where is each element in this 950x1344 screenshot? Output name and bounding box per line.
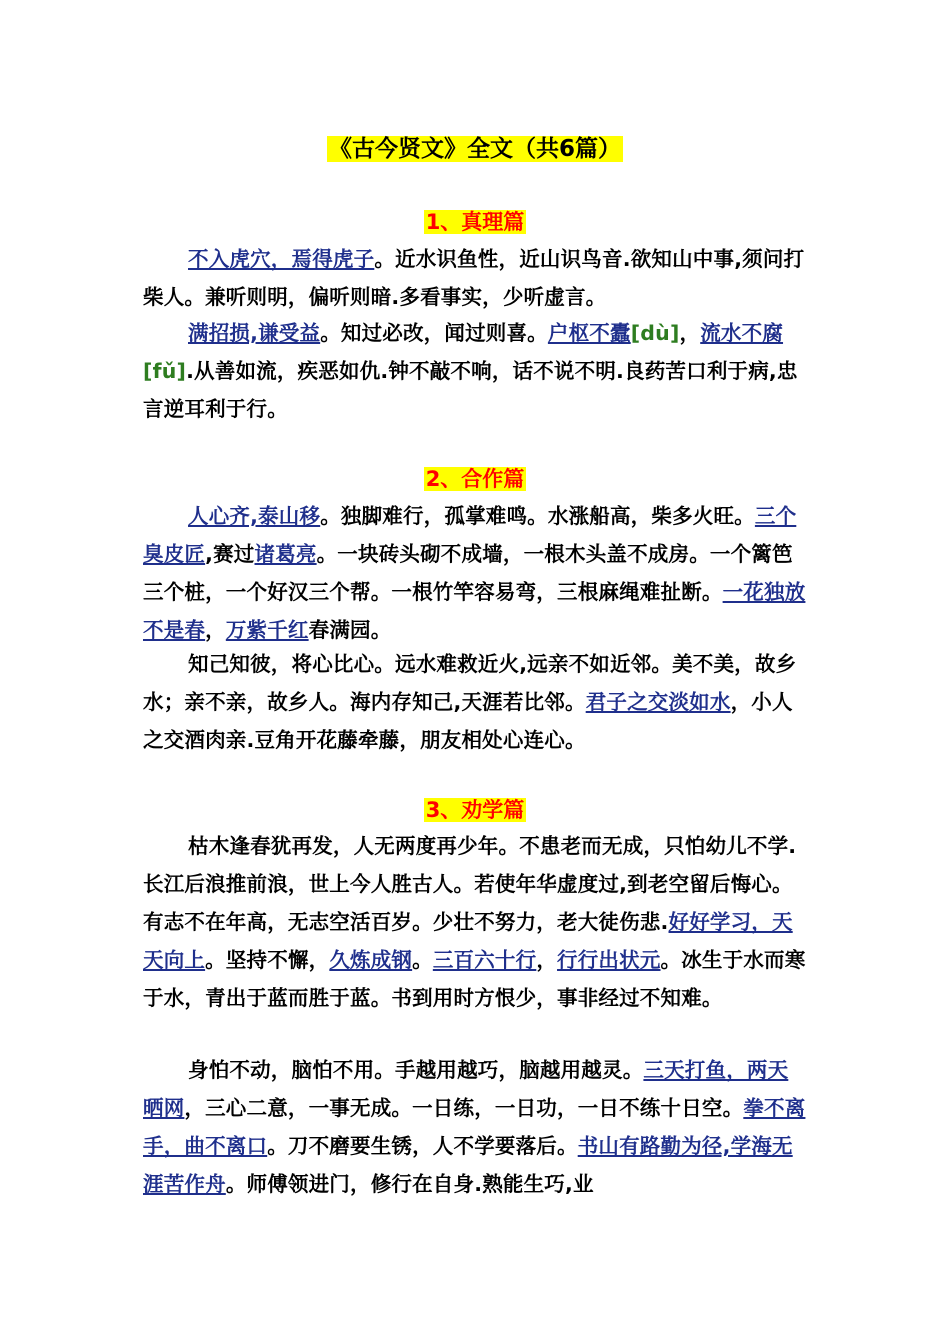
text-run: 。一块砖头砌不成墙，一根木头盖不成房。一个篱笆三个桩，一个好汉三个帮。一根竹竿容易弯，三根麻绳难扯断。 xyxy=(143,542,793,604)
pinyin-annotation: [dù] xyxy=(630,321,680,345)
highlighted-phrase: 满招损,谦受益 xyxy=(188,321,321,345)
text-run: 身怕不动，脑怕不用。手越用越巧，脑越用越灵。 xyxy=(188,1058,644,1082)
text-run: 。近水识鱼性，近山识鸟音.欲知山中事,须问打柴人。兼听则明，偏听则暗.多看事实，少听虚言。 xyxy=(143,247,805,309)
highlighted-phrase: 三百六十行 xyxy=(432,948,537,972)
highlighted-phrase: 万紫千红 xyxy=(225,618,309,642)
paragraph xyxy=(143,827,808,1017)
text-run: .从善如流，疾恶如仇.钟不敲不响，话不说不明.良药苦口利于病,忠言逆耳利于行。 xyxy=(143,359,798,421)
highlighted-phrase: 书山有路勤为径,学海无涯苦作舟 xyxy=(143,1134,793,1196)
text-run: ,赛过 xyxy=(205,542,255,566)
highlighted-phrase: 好好学习，天天向上 xyxy=(143,910,793,972)
pinyin-annotation: [fǔ] xyxy=(143,359,187,383)
paragraph xyxy=(143,645,808,759)
text-run: 。坚持不懈， xyxy=(205,948,330,972)
section-heading-text: 2、合作篇 xyxy=(425,467,525,491)
text-run: ， xyxy=(205,618,226,642)
text-run: ， xyxy=(536,948,558,972)
highlighted-phrase: 不入虎穴，焉得虎子 xyxy=(188,247,375,271)
section-heading-text: 1、真理篇 xyxy=(425,210,525,234)
highlighted-phrase: 久炼成钢 xyxy=(329,948,413,972)
text-run: 。知过必改，闻过则喜。 xyxy=(320,321,548,345)
text-run: 春满园。 xyxy=(308,618,392,642)
text-run: ，三心二意，一事无成。一日练，一日功，一日不练十日空。 xyxy=(184,1096,744,1120)
paragraph xyxy=(143,497,808,649)
text-run: ， xyxy=(679,321,701,345)
highlighted-phrase: 流水不腐 xyxy=(700,321,784,345)
highlighted-phrase: 拳不离手，曲不离口 xyxy=(143,1096,806,1158)
highlighted-phrase: 行行出状元 xyxy=(557,948,661,972)
highlighted-phrase: 三个臭皮匠 xyxy=(143,504,797,566)
text-run: 。独脚难行，孤掌难鸣。水涨船高，柴多火旺。 xyxy=(320,504,755,528)
highlighted-phrase: 人心齐,泰山移 xyxy=(188,504,321,528)
highlighted-phrase: 君子之交淡如水 xyxy=(585,690,731,714)
highlighted-phrase: 三天打鱼，两天晒网 xyxy=(143,1058,789,1120)
paragraph xyxy=(143,314,808,428)
paragraph xyxy=(143,240,808,316)
highlighted-phrase: 诸葛亮 xyxy=(254,542,317,566)
document-title-text: 《古今贤文》全文（共6篇） xyxy=(328,136,621,162)
text-run: 。刀不磨要生锈，人不学要落后。 xyxy=(267,1134,578,1158)
document-title xyxy=(0,132,950,166)
text-run: 。师傅领进门，修行在自身.熟能生巧,业 xyxy=(225,1172,594,1196)
section-heading-text: 3、劝学篇 xyxy=(425,798,525,822)
text-run: ，小人之交酒肉亲.豆角开花藤牵藤，朋友相处心连心。 xyxy=(143,690,793,752)
section-heading-1 xyxy=(0,207,950,237)
highlighted-phrase: 一花独放不是春 xyxy=(143,580,806,642)
paragraph xyxy=(143,1051,808,1203)
text-run: 。冰生于水而寒于水，青出于蓝而胜于蓝。书到用时方恨少，事非经过不知难。 xyxy=(143,948,806,1010)
text-run: 枯木逢春犹再发，人无两度再少年。不患老而无成，只怕幼儿不学.长江后浪推前浪，世上今人胜古人。若使年华虚度过,到老空留后悔心。有志不在年高，无志空活百岁。少壮不努力，老大徒伤悲. xyxy=(143,834,797,934)
section-heading-3 xyxy=(0,795,950,825)
highlighted-phrase: 户枢不蠹 xyxy=(547,321,631,345)
text-run: 知己知彼，将心比心。远水难救近火,远亲不如近邻。美不美，故乡水；亲不亲，故乡人。海内存知己,天涯若比邻。 xyxy=(143,652,797,714)
section-heading-2 xyxy=(0,464,950,494)
text-run: 。 xyxy=(412,948,433,972)
